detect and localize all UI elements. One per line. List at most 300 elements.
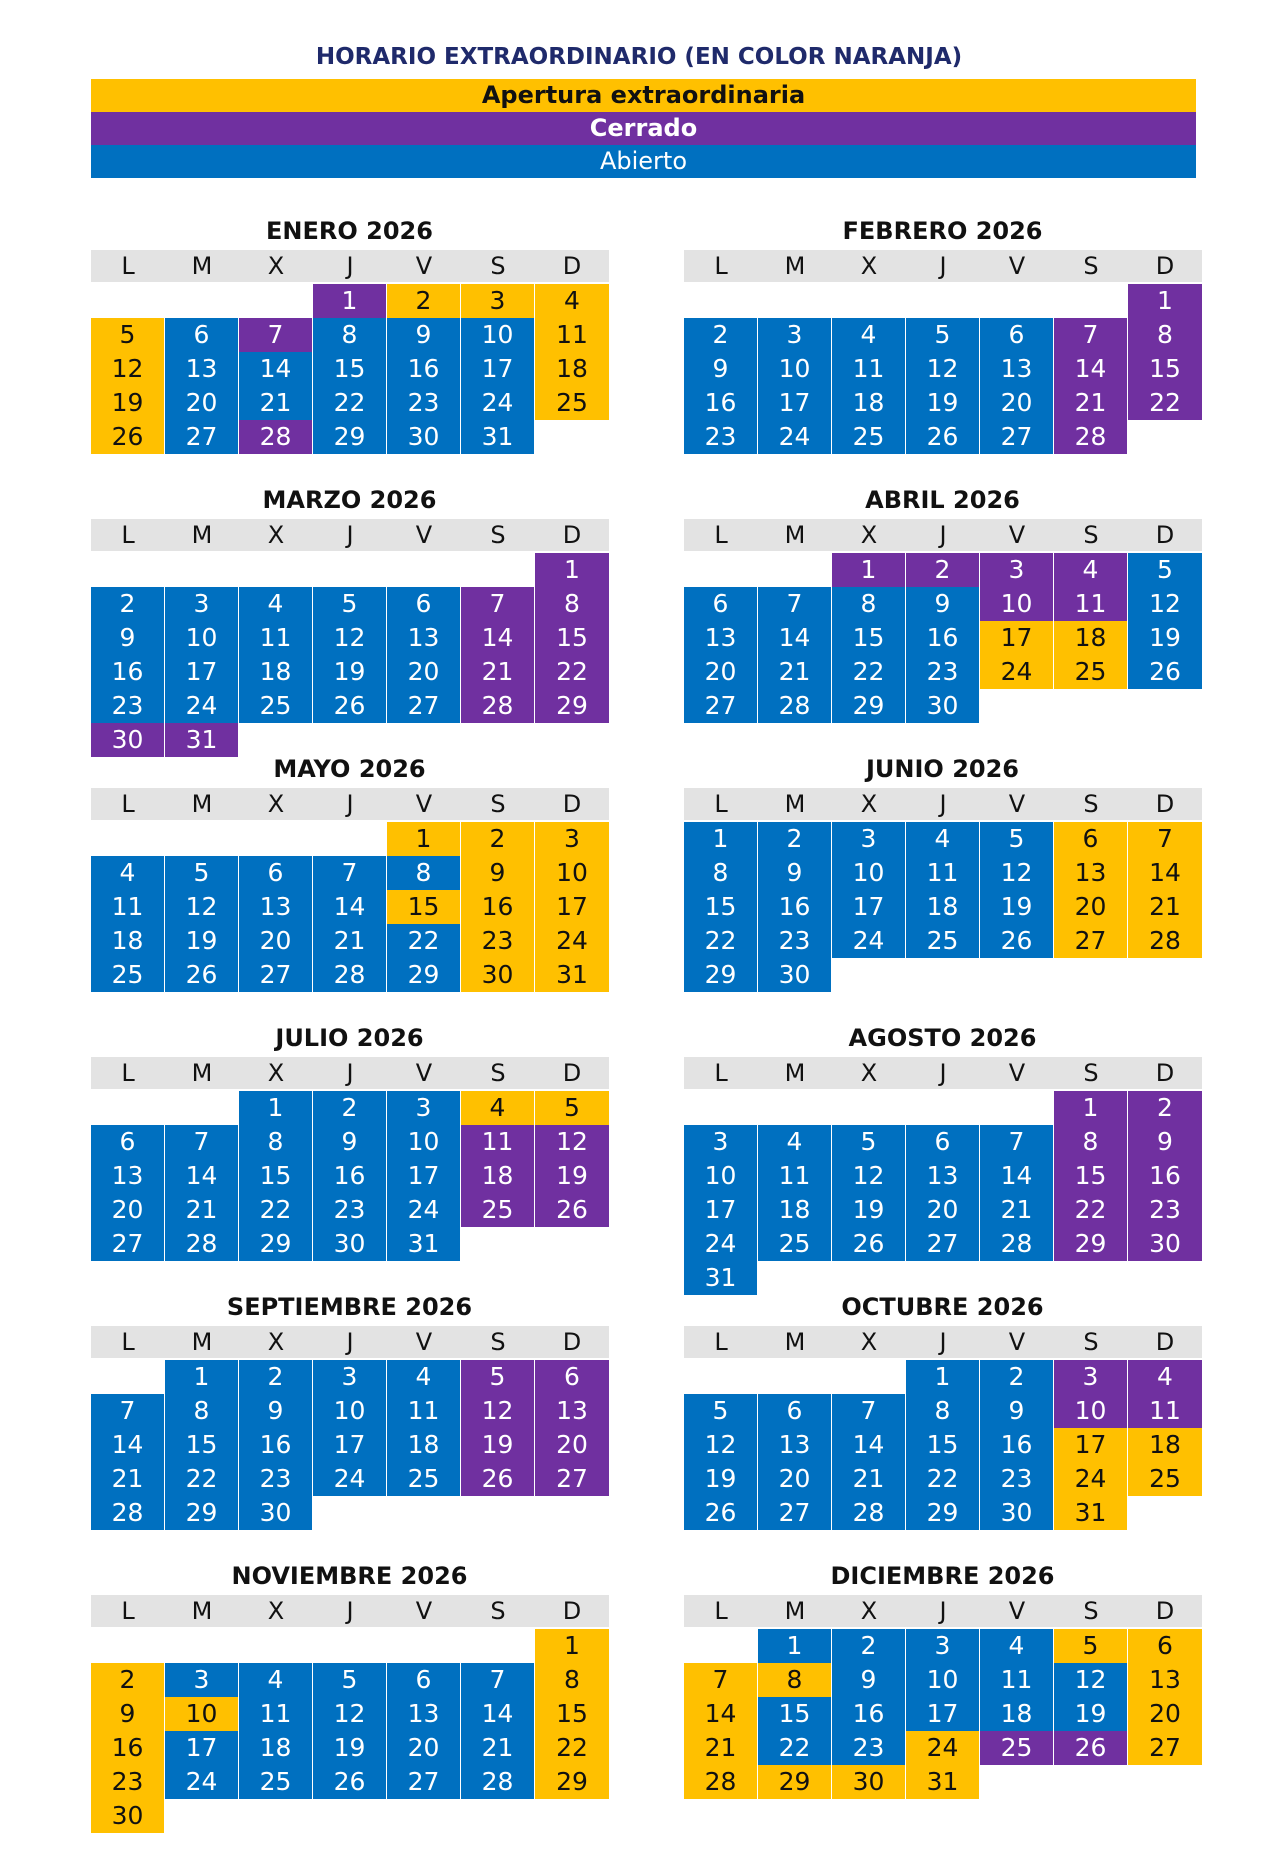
day-cell: 14 — [461, 621, 534, 655]
day-cell: 7 — [461, 587, 534, 621]
weekday-header: D — [535, 250, 609, 282]
day-cell: 16 — [387, 352, 460, 386]
day-cell: 13 — [758, 1428, 831, 1462]
day-cell: 27 — [387, 1765, 460, 1799]
day-cell: 30 — [980, 1496, 1053, 1530]
weekday-header: X — [239, 1595, 313, 1627]
day-cell: 31 — [535, 958, 609, 992]
day-cell: 2 — [91, 587, 164, 621]
weekday-header: M — [758, 250, 832, 282]
weekday-header: S — [1054, 1057, 1128, 1089]
day-cell: 23 — [1128, 1193, 1202, 1227]
day-cell: 13 — [906, 1159, 979, 1193]
day-cell: 5 — [461, 1360, 534, 1394]
weekday-header: X — [832, 250, 906, 282]
day-cell: 31 — [387, 1227, 460, 1261]
day-cell: 20 — [980, 386, 1053, 420]
day-cell: 15 — [906, 1428, 979, 1462]
day-cell: 26 — [91, 420, 164, 454]
weekday-header: M — [165, 1057, 239, 1089]
day-cell: 18 — [1054, 621, 1127, 655]
day-cell: 18 — [906, 890, 979, 924]
day-cell: 11 — [1054, 587, 1127, 621]
day-cell: 20 — [387, 655, 460, 689]
day-cell: 24 — [165, 1765, 238, 1799]
day-cell: 6 — [980, 318, 1053, 352]
day-cell: 19 — [91, 386, 164, 420]
day-cell: 16 — [461, 890, 534, 924]
weekday-header: X — [832, 788, 906, 820]
day-cell: 2 — [684, 318, 757, 352]
day-cell: 28 — [91, 1496, 164, 1530]
day-cell: 8 — [758, 1663, 831, 1697]
day-cell: 29 — [684, 958, 757, 992]
day-cell: 12 — [980, 856, 1053, 890]
day-cell: 1 — [313, 284, 386, 318]
day-cell: 24 — [1054, 1462, 1127, 1496]
day-cell: 17 — [535, 890, 609, 924]
day-cell: 17 — [313, 1428, 386, 1462]
day-cell: 12 — [461, 1394, 534, 1428]
day-cell: 30 — [313, 1227, 386, 1261]
day-cell: 19 — [1054, 1697, 1127, 1731]
day-cell: 19 — [535, 1159, 609, 1193]
day-cell: 19 — [832, 1193, 905, 1227]
day-cell: 16 — [91, 1731, 164, 1765]
weekday-header: D — [1128, 1595, 1202, 1627]
weekday-header: J — [906, 1057, 980, 1089]
weekday-header: J — [906, 788, 980, 820]
day-cell: 14 — [832, 1428, 905, 1462]
day-cell: 20 — [535, 1428, 609, 1462]
month-title: DICIEMBRE 2026 — [830, 1562, 1055, 1590]
day-cell: 22 — [535, 655, 609, 689]
day-cell: 27 — [239, 958, 312, 992]
weekday-header: M — [758, 1595, 832, 1627]
day-cell: 5 — [535, 1091, 609, 1125]
weekday-header: M — [165, 1326, 239, 1358]
weekday-header: V — [980, 1057, 1054, 1089]
weekday-header: V — [980, 250, 1054, 282]
day-cell: 6 — [684, 587, 757, 621]
day-cell: 17 — [387, 1159, 460, 1193]
weekday-header: D — [535, 1326, 609, 1358]
day-cell: 3 — [165, 587, 238, 621]
weekday-header: L — [91, 250, 165, 282]
day-cell: 21 — [758, 655, 831, 689]
weekday-header: J — [313, 1326, 387, 1358]
day-cell: 25 — [758, 1227, 831, 1261]
weekday-header: X — [239, 1057, 313, 1089]
day-cell: 4 — [906, 822, 979, 856]
day-cell: 24 — [387, 1193, 460, 1227]
day-cell: 15 — [758, 1697, 831, 1731]
day-cell: 19 — [1128, 621, 1202, 655]
day-cell: 22 — [684, 924, 757, 958]
day-cell: 30 — [91, 1799, 164, 1833]
day-cell: 30 — [387, 420, 460, 454]
day-cell: 26 — [165, 958, 238, 992]
day-cell: 11 — [758, 1159, 831, 1193]
day-cell: 8 — [535, 587, 609, 621]
weekday-header: V — [387, 519, 461, 551]
day-cell: 12 — [91, 352, 164, 386]
weekday-header: D — [1128, 1057, 1202, 1089]
day-cell: 27 — [91, 1227, 164, 1261]
day-cell: 15 — [1054, 1159, 1127, 1193]
day-cell: 5 — [313, 587, 386, 621]
weekday-header: V — [980, 1326, 1054, 1358]
day-cell: 14 — [91, 1428, 164, 1462]
day-cell: 1 — [165, 1360, 238, 1394]
day-cell: 5 — [906, 318, 979, 352]
day-cell: 9 — [980, 1394, 1053, 1428]
day-cell: 14 — [313, 890, 386, 924]
day-cell: 7 — [1054, 318, 1127, 352]
day-cell: 19 — [313, 655, 386, 689]
day-cell: 27 — [535, 1462, 609, 1496]
day-cell: 10 — [387, 1125, 460, 1159]
day-cell: 23 — [980, 1462, 1053, 1496]
day-cell: 21 — [684, 1731, 757, 1765]
weekday-header: M — [758, 1057, 832, 1089]
day-cell: 17 — [1054, 1428, 1127, 1462]
day-cell: 23 — [832, 1731, 905, 1765]
day-cell: 6 — [1128, 1629, 1202, 1663]
weekday-header: J — [313, 519, 387, 551]
day-cell: 29 — [1054, 1227, 1127, 1261]
day-cell: 23 — [758, 924, 831, 958]
page-title: HORARIO EXTRAORDINARIO (EN COLOR NARANJA) — [315, 44, 963, 70]
day-cell: 13 — [535, 1394, 609, 1428]
day-cell: 9 — [832, 1663, 905, 1697]
day-cell: 23 — [239, 1462, 312, 1496]
day-cell: 28 — [832, 1496, 905, 1530]
day-cell: 29 — [165, 1496, 238, 1530]
day-cell: 8 — [313, 318, 386, 352]
weekday-header: X — [832, 1326, 906, 1358]
day-cell: 22 — [832, 655, 905, 689]
day-cell: 19 — [313, 1731, 386, 1765]
day-cell: 4 — [239, 1663, 312, 1697]
day-cell: 21 — [461, 655, 534, 689]
weekday-header: L — [91, 788, 165, 820]
day-cell: 4 — [91, 856, 164, 890]
day-cell: 29 — [832, 689, 905, 723]
day-cell: 11 — [535, 318, 609, 352]
day-cell: 28 — [239, 420, 312, 454]
day-cell: 10 — [1054, 1394, 1127, 1428]
day-cell: 14 — [758, 621, 831, 655]
day-cell: 6 — [387, 587, 460, 621]
day-cell: 13 — [980, 352, 1053, 386]
day-cell: 1 — [535, 553, 609, 587]
day-cell: 17 — [980, 621, 1053, 655]
day-cell: 21 — [461, 1731, 534, 1765]
weekday-header: L — [684, 1326, 758, 1358]
day-cell: 12 — [165, 890, 238, 924]
day-cell: 26 — [684, 1496, 757, 1530]
day-cell: 14 — [980, 1159, 1053, 1193]
day-cell: 30 — [832, 1765, 905, 1799]
day-cell: 7 — [239, 318, 312, 352]
day-cell: 10 — [980, 587, 1053, 621]
day-cell: 9 — [906, 587, 979, 621]
weekday-header: V — [980, 1595, 1054, 1627]
day-cell: 6 — [239, 856, 312, 890]
weekday-header: D — [1128, 250, 1202, 282]
day-cell: 10 — [832, 856, 905, 890]
weekday-header: D — [535, 1057, 609, 1089]
legend-extraordinary-opening: Apertura extraordinaria — [91, 79, 1196, 112]
weekday-header: S — [1054, 250, 1128, 282]
day-cell: 30 — [758, 958, 831, 992]
day-cell: 10 — [313, 1394, 386, 1428]
day-cell: 18 — [239, 655, 312, 689]
day-cell: 16 — [758, 890, 831, 924]
day-cell: 13 — [387, 621, 460, 655]
day-cell: 10 — [758, 352, 831, 386]
weekday-header: S — [461, 1326, 535, 1358]
weekday-header: D — [535, 519, 609, 551]
month-title: JUNIO 2026 — [866, 755, 1019, 783]
day-cell: 7 — [1128, 822, 1202, 856]
day-cell: 27 — [980, 420, 1053, 454]
day-cell: 29 — [535, 689, 609, 723]
weekday-header: S — [461, 250, 535, 282]
day-cell: 5 — [832, 1125, 905, 1159]
weekday-header: S — [1054, 519, 1128, 551]
day-cell: 18 — [387, 1428, 460, 1462]
day-cell: 28 — [684, 1765, 757, 1799]
day-cell: 19 — [461, 1428, 534, 1462]
day-cell: 8 — [832, 587, 905, 621]
weekday-header: J — [906, 1595, 980, 1627]
day-cell: 22 — [535, 1731, 609, 1765]
day-cell: 1 — [684, 822, 757, 856]
day-cell: 19 — [906, 386, 979, 420]
day-cell: 27 — [1054, 924, 1127, 958]
day-cell: 19 — [165, 924, 238, 958]
day-cell: 20 — [165, 386, 238, 420]
day-cell: 20 — [387, 1731, 460, 1765]
weekday-header: X — [832, 1595, 906, 1627]
day-cell: 17 — [461, 352, 534, 386]
day-cell: 6 — [165, 318, 238, 352]
day-cell: 13 — [1128, 1663, 1202, 1697]
day-cell: 15 — [535, 1697, 609, 1731]
weekday-header: J — [906, 1326, 980, 1358]
day-cell: 14 — [165, 1159, 238, 1193]
day-cell: 1 — [1054, 1091, 1127, 1125]
day-cell: 12 — [906, 352, 979, 386]
day-cell: 25 — [906, 924, 979, 958]
day-cell: 18 — [535, 352, 609, 386]
legend-closed: Cerrado — [91, 112, 1196, 145]
weekday-header: L — [684, 519, 758, 551]
day-cell: 29 — [758, 1765, 831, 1799]
day-cell: 21 — [91, 1462, 164, 1496]
day-cell: 17 — [758, 386, 831, 420]
day-cell: 18 — [980, 1697, 1053, 1731]
day-cell: 22 — [387, 924, 460, 958]
day-cell: 26 — [313, 689, 386, 723]
weekday-header: S — [461, 1057, 535, 1089]
day-cell: 20 — [1128, 1697, 1202, 1731]
day-cell: 7 — [832, 1394, 905, 1428]
day-cell: 25 — [832, 420, 905, 454]
month-title: NOVIEMBRE 2026 — [231, 1562, 468, 1590]
day-cell: 25 — [1054, 655, 1127, 689]
day-cell: 20 — [239, 924, 312, 958]
day-cell: 17 — [832, 890, 905, 924]
day-cell: 26 — [313, 1765, 386, 1799]
day-cell: 11 — [239, 621, 312, 655]
day-cell: 7 — [980, 1125, 1053, 1159]
day-cell: 22 — [1128, 386, 1202, 420]
day-cell: 23 — [313, 1193, 386, 1227]
day-cell: 28 — [980, 1227, 1053, 1261]
day-cell: 22 — [906, 1462, 979, 1496]
day-cell: 7 — [684, 1663, 757, 1697]
day-cell: 1 — [758, 1629, 831, 1663]
day-cell: 2 — [239, 1360, 312, 1394]
day-cell: 27 — [1128, 1731, 1202, 1765]
day-cell: 7 — [313, 856, 386, 890]
day-cell: 9 — [1128, 1125, 1202, 1159]
day-cell: 4 — [832, 318, 905, 352]
day-cell: 9 — [758, 856, 831, 890]
day-cell: 29 — [535, 1765, 609, 1799]
day-cell: 15 — [239, 1159, 312, 1193]
day-cell: 26 — [906, 420, 979, 454]
day-cell: 8 — [906, 1394, 979, 1428]
day-cell: 28 — [461, 1765, 534, 1799]
day-cell: 7 — [165, 1125, 238, 1159]
day-cell: 18 — [461, 1159, 534, 1193]
day-cell: 11 — [906, 856, 979, 890]
weekday-header: J — [313, 250, 387, 282]
weekday-header: V — [387, 1057, 461, 1089]
weekday-header: L — [684, 1595, 758, 1627]
day-cell: 5 — [165, 856, 238, 890]
weekday-header: V — [387, 1326, 461, 1358]
day-cell: 11 — [1128, 1394, 1202, 1428]
day-cell: 31 — [906, 1765, 979, 1799]
day-cell: 6 — [535, 1360, 609, 1394]
day-cell: 31 — [684, 1261, 757, 1295]
day-cell: 5 — [1054, 1629, 1127, 1663]
day-cell: 25 — [91, 958, 164, 992]
day-cell: 4 — [1128, 1360, 1202, 1394]
weekday-header: S — [1054, 788, 1128, 820]
day-cell: 28 — [1054, 420, 1127, 454]
day-cell: 9 — [313, 1125, 386, 1159]
day-cell: 9 — [91, 1697, 164, 1731]
weekday-header: X — [239, 250, 313, 282]
day-cell: 6 — [387, 1663, 460, 1697]
day-cell: 11 — [91, 890, 164, 924]
day-cell: 1 — [906, 1360, 979, 1394]
weekday-header: X — [832, 519, 906, 551]
day-cell: 18 — [758, 1193, 831, 1227]
weekday-header: S — [1054, 1595, 1128, 1627]
day-cell: 9 — [239, 1394, 312, 1428]
day-cell: 15 — [684, 890, 757, 924]
day-cell: 12 — [313, 621, 386, 655]
day-cell: 18 — [239, 1731, 312, 1765]
day-cell: 21 — [313, 924, 386, 958]
day-cell: 21 — [165, 1193, 238, 1227]
day-cell: 8 — [387, 856, 460, 890]
day-cell: 18 — [91, 924, 164, 958]
day-cell: 29 — [906, 1496, 979, 1530]
day-cell: 9 — [91, 621, 164, 655]
day-cell: 25 — [980, 1731, 1053, 1765]
day-cell: 26 — [980, 924, 1053, 958]
weekday-header: X — [239, 1326, 313, 1358]
day-cell: 10 — [165, 1697, 238, 1731]
weekday-header: D — [535, 788, 609, 820]
day-cell: 26 — [535, 1193, 609, 1227]
day-cell: 8 — [684, 856, 757, 890]
day-cell: 27 — [906, 1227, 979, 1261]
day-cell: 15 — [165, 1428, 238, 1462]
day-cell: 5 — [313, 1663, 386, 1697]
month-title: AGOSTO 2026 — [848, 1024, 1037, 1052]
day-cell: 15 — [1128, 352, 1202, 386]
day-cell: 13 — [387, 1697, 460, 1731]
weekday-header: X — [832, 1057, 906, 1089]
day-cell: 2 — [758, 822, 831, 856]
day-cell: 8 — [165, 1394, 238, 1428]
day-cell: 2 — [461, 822, 534, 856]
day-cell: 29 — [387, 958, 460, 992]
weekday-header: M — [165, 519, 239, 551]
day-cell: 10 — [461, 318, 534, 352]
day-cell: 9 — [461, 856, 534, 890]
day-cell: 12 — [832, 1159, 905, 1193]
day-cell: 24 — [684, 1227, 757, 1261]
day-cell: 30 — [1128, 1227, 1202, 1261]
day-cell: 27 — [387, 689, 460, 723]
day-cell: 31 — [165, 723, 238, 757]
day-cell: 15 — [535, 621, 609, 655]
day-cell: 5 — [980, 822, 1053, 856]
day-cell: 11 — [239, 1697, 312, 1731]
day-cell: 27 — [165, 420, 238, 454]
day-cell: 3 — [313, 1360, 386, 1394]
day-cell: 30 — [91, 723, 164, 757]
day-cell: 18 — [1128, 1428, 1202, 1462]
weekday-header: L — [91, 1326, 165, 1358]
day-cell: 17 — [165, 1731, 238, 1765]
day-cell: 24 — [313, 1462, 386, 1496]
weekday-header: V — [387, 250, 461, 282]
weekday-header: X — [239, 788, 313, 820]
day-cell: 25 — [461, 1193, 534, 1227]
day-cell: 27 — [684, 689, 757, 723]
day-cell: 20 — [1054, 890, 1127, 924]
day-cell: 1 — [239, 1091, 312, 1125]
day-cell: 20 — [684, 655, 757, 689]
day-cell: 21 — [1054, 386, 1127, 420]
weekday-header: J — [313, 1057, 387, 1089]
day-cell: 9 — [684, 352, 757, 386]
day-cell: 24 — [832, 924, 905, 958]
day-cell: 23 — [91, 1765, 164, 1799]
day-cell: 23 — [91, 689, 164, 723]
